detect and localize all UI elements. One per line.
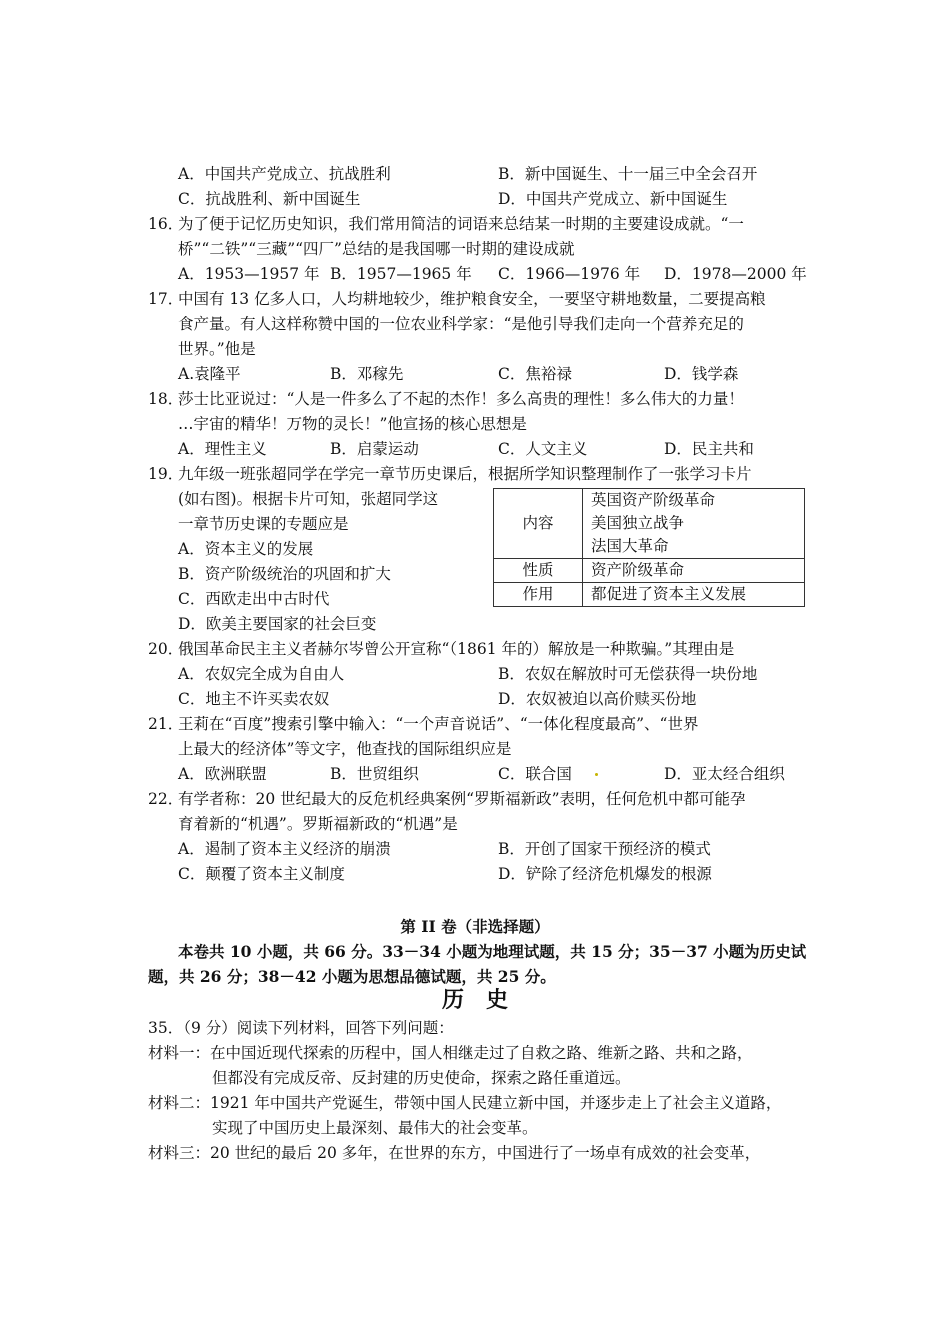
q21-line2: 上最大的经济体”等文字，他查找的国际组织应是	[178, 740, 512, 758]
q22-line2: 育着新的“机遇”。罗斯福新政的“机遇”是	[178, 815, 458, 833]
q16-option-b: B．1957—1965 年	[330, 265, 472, 283]
q16-line1: 为了便于记忆历史知识，我们常用简洁的词语来总结某一时期的主要建设成就。“一	[178, 215, 744, 233]
q17-stem	[148, 287, 766, 312]
q21-number: 21．	[148, 715, 184, 733]
q18-option-d: D．民主共和	[664, 440, 754, 458]
q22-line1: 有学者称：20 世纪最大的反危机经典案例“罗斯福新政”表明，任何危机中都可能孕	[178, 790, 746, 808]
q35-material1-line1: 材料一：在中国近现代探索的历程中，国人相继走过了自救之路、维新之路、共和之路，	[148, 1044, 753, 1062]
q21-line1: 王莉在“百度”搜索引擎中输入：“一个声音说话”、“一体化程度最高”、“世界	[178, 715, 699, 733]
card-content-item: 美国独立战争	[591, 514, 685, 532]
q19-line2: (如右图)。根据卡片可知，张超同学这	[178, 490, 439, 508]
q15-option-c: C．抗战胜利、新中国诞生	[178, 190, 361, 208]
q18-option-c: C．人文主义	[498, 440, 588, 458]
q19-number: 19．	[148, 465, 184, 483]
card-effect-label: 作用	[494, 583, 583, 607]
q19-line1: 九年级一班张超同学在学完一章节历史课后，根据所学知识整理制作了一张学习卡片	[178, 465, 752, 483]
q16-stem	[148, 212, 744, 237]
q16-number: 16．	[148, 215, 184, 233]
card-row-content	[494, 489, 805, 559]
q16-option-c: C．1966—1976 年	[498, 265, 641, 283]
q35-material3-line1: 材料三：20 世纪的最后 20 多年，在世界的东方，中国进行了一场卓有成效的社会变革，	[148, 1144, 761, 1162]
q35-stem: 35．（9 分）阅读下列材料，回答下列问题：	[148, 1019, 454, 1037]
q20-line1: 俄国革命民主主义者赫尔岑曾公开宣称“（1861 年的）解放是一种欺骗。”其理由是	[178, 640, 735, 658]
q15-option-a: A．中国共产党成立、抗战胜利	[178, 165, 391, 183]
q20-stem	[148, 637, 734, 662]
subject-heading: 历 史	[441, 987, 508, 1013]
q17-option-d: D．钱学森	[664, 365, 739, 383]
study-card-table	[493, 488, 805, 607]
q17-option-b: B．邓稼先	[330, 365, 404, 383]
q20-option-a: A．农奴完全成为自由人	[178, 665, 345, 683]
q22-option-c: C．颠覆了资本主义制度	[178, 865, 345, 883]
card-row-effect	[494, 583, 805, 607]
q17-option-c: C．焦裕禄	[498, 365, 572, 383]
q16-option-a: A．1953—1957 年	[178, 265, 320, 283]
q35-material2-line2: 实现了中国历史上最深刻、最伟大的社会变革。	[212, 1119, 538, 1137]
q22-option-a: A．遏制了资本主义经济的崩溃	[178, 840, 391, 858]
q19-option-d: D．欧美主要国家的社会巨变	[178, 615, 377, 633]
q22-number: 22．	[148, 790, 184, 808]
card-content-label: 内容	[494, 489, 583, 559]
card-content-item: 法国大革命	[591, 537, 669, 555]
q15-option-d: D．中国共产党成立、新中国诞生	[498, 190, 728, 208]
q20-option-d: D．农奴被迫以高价赎买份地	[498, 690, 697, 708]
q19-option-a: A．资本主义的发展	[178, 540, 314, 558]
q18-option-a: A．理性主义	[178, 440, 267, 458]
q18-line2: …宇宙的精华！万物的灵长！”他宣扬的核心思想是	[178, 415, 527, 433]
part2-intro-line2: 题，共 26 分；38－42 小题为思想品德试题，共 25 分。	[148, 967, 556, 986]
q17-line1: 中国有 13 亿多人口，人均耕地较少，维护粮食安全，一要坚守耕地数量，二要提高粮	[178, 290, 766, 308]
q22-option-d: D．铲除了经济危机爆发的根源	[498, 865, 712, 883]
q22-stem	[148, 787, 746, 812]
scan-speck	[595, 773, 598, 776]
q18-number: 18．	[148, 390, 184, 408]
part2-intro-line1: 本卷共 10 小题，共 66 分。33－34 小题为地理试题，共 15 分；35－37 小题为历史试	[178, 942, 807, 961]
card-nature-label: 性质	[494, 559, 583, 583]
q35-material1-line2: 但都没有完成反帝、反封建的历史使命，探索之路任重道远。	[212, 1069, 631, 1087]
q19-stem	[148, 462, 752, 487]
q20-option-c: C．地主不许买卖农奴	[178, 690, 330, 708]
q18-stem	[148, 387, 744, 412]
q17-number: 17．	[148, 290, 184, 308]
q35-material2-line1: 材料二：1921 年中国共产党诞生，带领中国人民建立新中国，并逐步走上了社会主义道路，	[148, 1094, 782, 1112]
q20-option-b: B．农奴在解放时可无偿获得一块份地	[498, 665, 758, 683]
q21-option-d: D．亚太经合组织	[664, 765, 785, 783]
q17-line3: 世界。”他是	[178, 340, 256, 358]
q21-option-b: B．世贸组织	[330, 765, 419, 783]
q21-option-a: A．欧洲联盟	[178, 765, 267, 783]
q20-number: 20．	[148, 640, 184, 658]
q17-line2: 食产量。有人这样称赞中国的一位农业科学家：“是他引导我们走向一个营养充足的	[178, 315, 744, 333]
q16-option-d: D．1978—2000 年	[664, 265, 807, 283]
card-row-nature	[494, 559, 805, 583]
q18-line1: 莎士比亚说过：“人是一件多么了不起的杰作！多么高贵的理性！多么伟大的力量！	[178, 390, 744, 408]
q15-option-b: B．新中国诞生、十一届三中全会召开	[498, 165, 758, 183]
part2-title: 第 II 卷（非选择题）	[400, 917, 550, 936]
card-nature-value: 资产阶级革命	[583, 559, 805, 583]
q19-line3: 一章节历史课的专题应是	[178, 515, 349, 533]
q18-option-b: B．启蒙运动	[330, 440, 419, 458]
q16-line2: 桥”“二铁”“三藏”“四厂”总结的是我国哪一时期的建设成就	[178, 240, 575, 258]
q22-option-b: B．开创了国家干预经济的模式	[498, 840, 711, 858]
q21-stem	[148, 712, 698, 737]
q19-option-b: B．资产阶级统治的巩固和扩大	[178, 565, 391, 583]
card-effect-value: 都促进了资本主义发展	[583, 583, 805, 607]
q19-option-c: C．西欧走出中古时代	[178, 590, 330, 608]
q17-option-a: A.袁隆平	[178, 365, 241, 383]
card-content-item: 英国资产阶级革命	[591, 491, 716, 509]
card-content-values	[583, 489, 805, 559]
q21-option-c: C．联合国	[498, 765, 572, 783]
